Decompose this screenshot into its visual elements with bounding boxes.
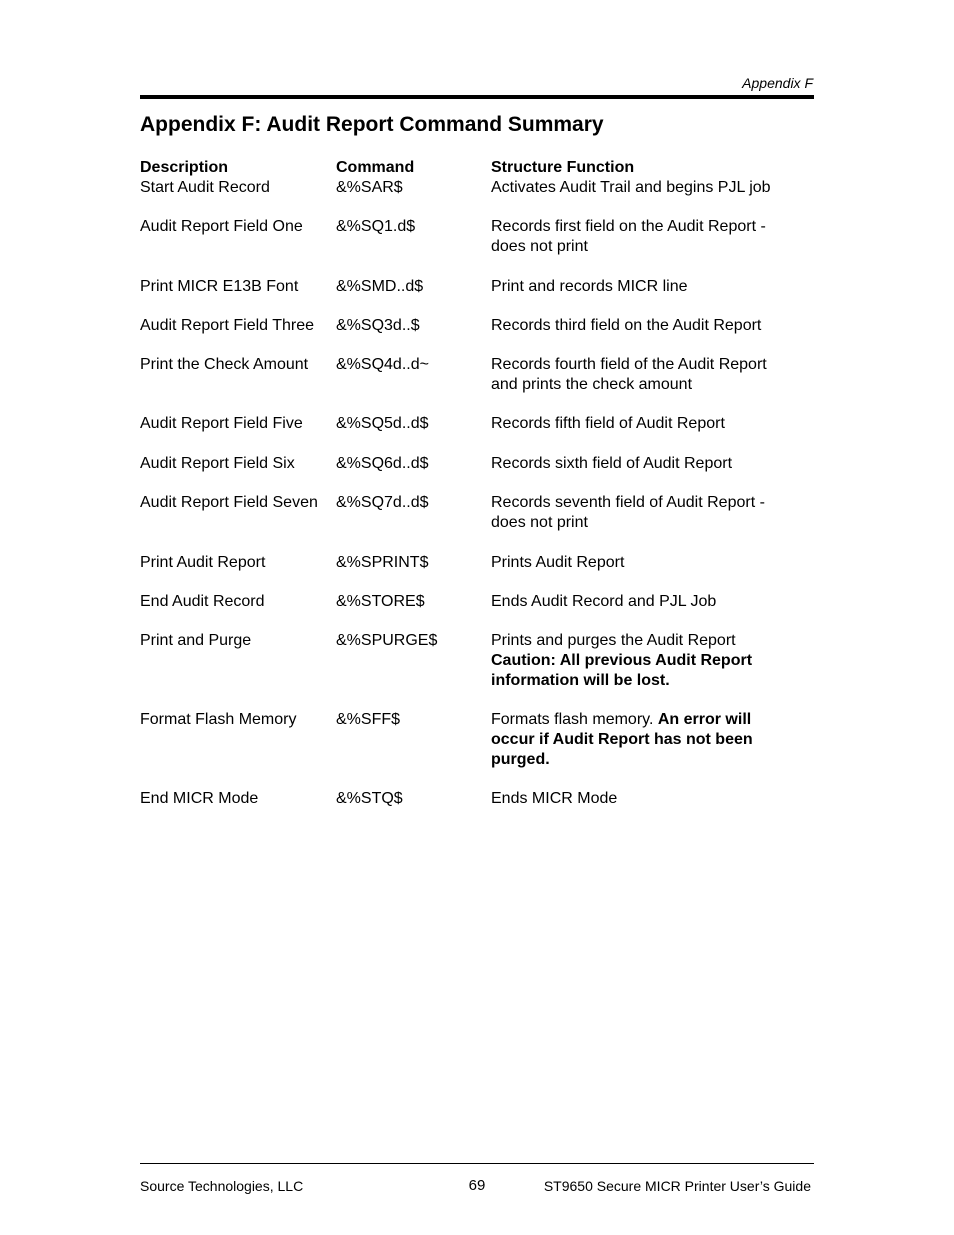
row-description: Audit Report Field Six [140, 455, 295, 472]
row-function: Prints Audit Report [491, 554, 625, 571]
function-line: Records fourth field of the Audit Report [491, 356, 767, 373]
page-title: Appendix F: Audit Report Command Summary [140, 113, 604, 136]
function-line: does not print [491, 514, 588, 531]
row-function [491, 631, 811, 691]
function-line: Formats flash memory. [491, 711, 654, 728]
row-function [491, 355, 811, 395]
row-command: &%SPURGE$ [336, 632, 438, 649]
row-function: Activates Audit Trail and begins PJL job [491, 179, 771, 196]
row-description: Audit Report Field Five [140, 415, 303, 432]
row-description: Print Audit Report [140, 554, 266, 571]
row-function: Ends Audit Record and PJL Job [491, 593, 717, 610]
row-function: Records fifth field of Audit Report [491, 415, 725, 432]
row-command: &%SQ3d..$ [336, 317, 420, 334]
row-command: &%SPRINT$ [336, 554, 429, 571]
row-function: Records sixth field of Audit Report [491, 455, 733, 472]
column-header-description: Description [140, 159, 229, 176]
row-command: &%STQ$ [336, 790, 403, 807]
row-function: Records third field on the Audit Report [491, 317, 762, 334]
caution-text: information will be lost. [491, 672, 670, 689]
row-command: &%SQ6d..d$ [336, 455, 429, 472]
function-line: does not print [491, 238, 588, 255]
footer-company: Source Technologies, LLC [140, 1178, 304, 1194]
row-command: &%STORE$ [336, 593, 425, 610]
column-header-command: Command [336, 159, 415, 176]
running-head: Appendix F [742, 75, 813, 91]
footer-guide-title: ST9650 Secure MICR Printer User’s Guide [543, 1178, 811, 1194]
row-command: &%SQ1.d$ [336, 218, 416, 235]
warning-text: occur if Audit Report has not been [491, 731, 753, 748]
row-description: Print the Check Amount [140, 356, 309, 373]
row-description: Audit Report Field One [140, 218, 303, 235]
row-command: &%SFF$ [336, 711, 401, 728]
row-function [491, 217, 811, 257]
footer-rule [140, 1163, 814, 1164]
caution-text: Caution: All previous Audit Report [491, 652, 753, 669]
row-description: Print MICR E13B Font [140, 278, 299, 295]
row-description: End Audit Record [140, 593, 265, 610]
warning-text: purged. [491, 751, 550, 768]
row-function [491, 493, 811, 533]
row-function: Print and records MICR line [491, 278, 688, 295]
row-description: Print and Purge [140, 632, 252, 649]
warning-text: An error will [657, 711, 752, 728]
function-line: Prints and purges the Audit Report [491, 632, 736, 649]
row-description: Start Audit Record [140, 179, 270, 196]
function-line: Records first field on the Audit Report - [491, 218, 766, 235]
row-function: Ends MICR Mode [491, 790, 618, 807]
page-number: 69 [468, 1177, 486, 1194]
row-description: Audit Report Field Seven [140, 494, 318, 511]
row-command: &%SQ4d..d~ [336, 356, 429, 373]
function-line: and prints the check amount [491, 376, 693, 393]
row-command: &%SAR$ [336, 179, 403, 196]
row-function [491, 710, 811, 770]
row-command: &%SQ7d..d$ [336, 494, 429, 511]
column-header-function: Structure Function [491, 159, 635, 176]
header-rule [140, 95, 814, 99]
row-description: Format Flash Memory [140, 711, 297, 728]
row-description: End MICR Mode [140, 790, 259, 807]
row-command: &%SMD..d$ [336, 278, 424, 295]
row-command: &%SQ5d..d$ [336, 415, 429, 432]
function-line: Records seventh field of Audit Report - [491, 494, 765, 511]
row-description: Audit Report Field Three [140, 317, 315, 334]
